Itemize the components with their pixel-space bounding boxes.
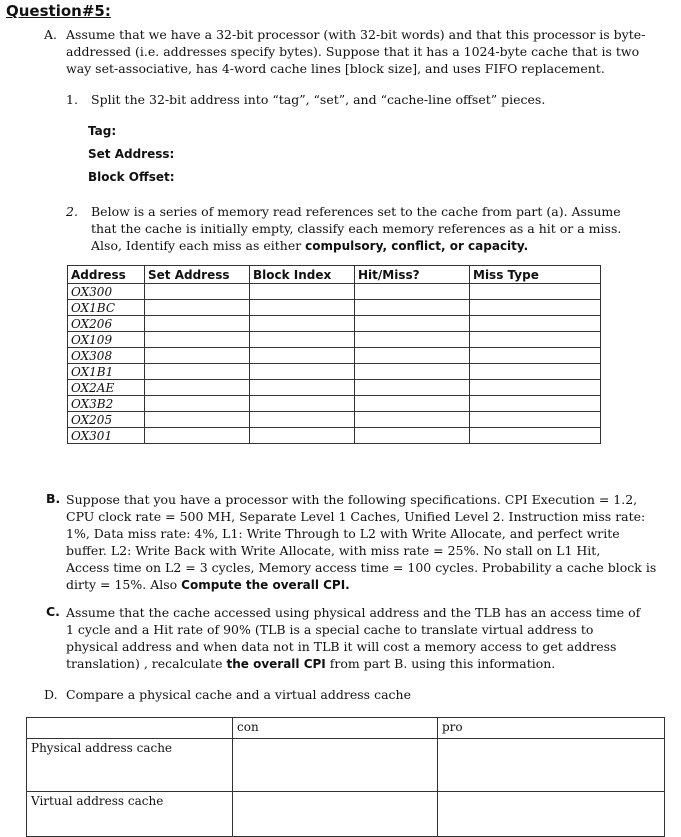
table-row (68, 316, 601, 332)
table-row (27, 718, 665, 739)
tag-label: Tag: (88, 124, 117, 138)
hit-miss-cell[interactable] (355, 300, 470, 316)
q2-line: that the cache is initially empty, classify each memory references as a hit or a miss. (91, 221, 622, 236)
q2-text (91, 203, 621, 255)
hit-miss-cell[interactable] (355, 412, 470, 428)
part-c-line: Assume that the cache accessed using physical address and the TLB has an access time of (66, 605, 641, 620)
table-row (68, 380, 601, 396)
virtual-pro-cell[interactable] (438, 792, 665, 837)
address-cell: OX300 (68, 284, 145, 300)
part-c-letter: C. (46, 604, 60, 619)
compute-cpi-emphasis: Compute the overall CPI. (181, 578, 350, 592)
table-row (68, 348, 601, 364)
table-row (27, 739, 665, 792)
q2-line: Below is a series of memory read references set to the cache from part (a). Assume (91, 204, 621, 219)
table-row (68, 428, 601, 444)
hit-miss-cell[interactable] (355, 428, 470, 444)
set-cell[interactable] (145, 364, 250, 380)
hit-miss-cell[interactable] (355, 284, 470, 300)
part-b-line: Access time on L2 = 3 cycles, Memory access time = 100 cycles. Probability a cache block is (66, 560, 657, 575)
block-cell[interactable] (250, 364, 355, 380)
address-cell: OX1BC (68, 300, 145, 316)
part-d-text: Compare a physical cache and a virtual address cache (66, 687, 411, 702)
miss-types-emphasis: compulsory, conflict, or capacity. (305, 239, 529, 253)
part-a-line: Assume that we have a 32-bit processor (with 32-bit words) and that this processor is byte- (66, 27, 646, 42)
set-cell[interactable] (145, 412, 250, 428)
miss-type-cell[interactable] (470, 316, 601, 332)
miss-type-cell[interactable] (470, 428, 601, 444)
block-cell[interactable] (250, 284, 355, 300)
empty-header-cell (27, 718, 233, 739)
table-row (68, 284, 601, 300)
address-cell: OX206 (68, 316, 145, 332)
part-b-line: dirty = 15%. Also Compute the overall CPI. (66, 577, 350, 592)
part-a-line: way set-associative, has 4-word cache lines [block size], and uses FIFO replacement. (66, 61, 605, 76)
block-cell[interactable] (250, 300, 355, 316)
part-b-letter: B. (46, 491, 61, 506)
block-cell[interactable] (250, 332, 355, 348)
set-cell[interactable] (145, 332, 250, 348)
header-block-index: Block Index (250, 266, 355, 284)
miss-type-cell[interactable] (470, 332, 601, 348)
q2-number: 2. (66, 204, 78, 219)
table-row (27, 792, 665, 837)
set-address-label: Set Address: (88, 147, 175, 161)
physical-cache-label: Physical address cache (27, 739, 233, 792)
miss-type-cell[interactable] (470, 396, 601, 412)
part-b-line: Suppose that you have a processor with the following specifications. CPI Execution = 1.2, (66, 492, 638, 507)
hit-miss-cell[interactable] (355, 396, 470, 412)
set-cell[interactable] (145, 380, 250, 396)
table-header-row (68, 266, 601, 284)
hit-miss-cell[interactable] (355, 364, 470, 380)
physical-pro-cell[interactable] (438, 739, 665, 792)
header-address: Address (68, 266, 145, 284)
hit-miss-cell[interactable] (355, 380, 470, 396)
part-c-text (66, 604, 640, 673)
block-cell[interactable] (250, 316, 355, 332)
address-cell: OX1B1 (68, 364, 145, 380)
set-cell[interactable] (145, 300, 250, 316)
table-row (68, 364, 601, 380)
part-a-text (66, 26, 645, 77)
part-c-line: translation) , recalculate the overall CPI from part B. using this information. (66, 656, 556, 671)
block-cell[interactable] (250, 348, 355, 364)
set-cell[interactable] (145, 348, 250, 364)
miss-type-cell[interactable] (470, 300, 601, 316)
part-d-letter: D. (44, 687, 58, 702)
memory-reference-table (67, 265, 601, 444)
block-cell[interactable] (250, 380, 355, 396)
address-cell: OX109 (68, 332, 145, 348)
header-set-address: Set Address (145, 266, 250, 284)
miss-type-cell[interactable] (470, 284, 601, 300)
part-b-text (66, 491, 656, 594)
block-cell[interactable] (250, 428, 355, 444)
block-offset-label: Block Offset: (88, 170, 175, 184)
block-cell[interactable] (250, 412, 355, 428)
physical-con-cell[interactable] (233, 739, 438, 792)
table-row (68, 412, 601, 428)
part-b-line: CPU clock rate = 500 MH, Separate Level 1 Caches, Unified Level 2. Instruction miss rate: (66, 509, 646, 524)
table-row (68, 396, 601, 412)
hit-miss-cell[interactable] (355, 348, 470, 364)
hit-miss-cell[interactable] (355, 316, 470, 332)
table-row (68, 300, 601, 316)
question-heading: Question#5: (6, 2, 111, 20)
address-cell: OX205 (68, 412, 145, 428)
part-b-line: buffer. L2: Write Back with Write Allocate, with miss rate = 25%. No stall on L1 Hit, (66, 543, 601, 558)
address-cell: OX301 (68, 428, 145, 444)
part-a-letter: A. (44, 27, 58, 42)
part-c-line: physical address and when data not in TLB it will cost a memory access to get address (66, 639, 617, 654)
set-cell[interactable] (145, 396, 250, 412)
virtual-con-cell[interactable] (233, 792, 438, 837)
set-cell[interactable] (145, 428, 250, 444)
q2-line: Also, Identify each miss as either compulsory, conflict, or capacity. (91, 238, 529, 253)
table-row (68, 332, 601, 348)
pro-header: pro (438, 718, 665, 739)
set-cell[interactable] (145, 316, 250, 332)
con-header: con (233, 718, 438, 739)
virtual-cache-label: Virtual address cache (27, 792, 233, 837)
part-c-line: 1 cycle and a Hit rate of 90% (TLB is a special cache to translate virtual address to (66, 622, 594, 637)
address-cell: OX3B2 (68, 396, 145, 412)
header-miss-type: Miss Type (470, 266, 601, 284)
part-b-line: 1%, Data miss rate: 4%, L1: Write Through to L2 with Write Allocate, and perfect write (66, 526, 620, 541)
block-cell[interactable] (250, 396, 355, 412)
set-cell[interactable] (145, 284, 250, 300)
address-cell: OX2AE (68, 380, 145, 396)
miss-type-cell[interactable] (470, 380, 601, 396)
part-a-line: addressed (i.e. addresses specify bytes). Suppose that it has a 1024-byte cache that is two (66, 44, 640, 59)
header-hit-miss: Hit/Miss? (355, 266, 470, 284)
q1-text: Split the 32-bit address into “tag”, “set”, and “cache-line offset” pieces. (91, 92, 546, 107)
address-cell: OX308 (68, 348, 145, 364)
hit-miss-cell[interactable] (355, 332, 470, 348)
cache-comparison-table (26, 717, 665, 837)
overall-cpi-emphasis: the overall CPI (226, 657, 326, 671)
miss-type-cell[interactable] (470, 412, 601, 428)
miss-type-cell[interactable] (470, 364, 601, 380)
q1-number: 1. (66, 92, 78, 107)
miss-type-cell[interactable] (470, 348, 601, 364)
